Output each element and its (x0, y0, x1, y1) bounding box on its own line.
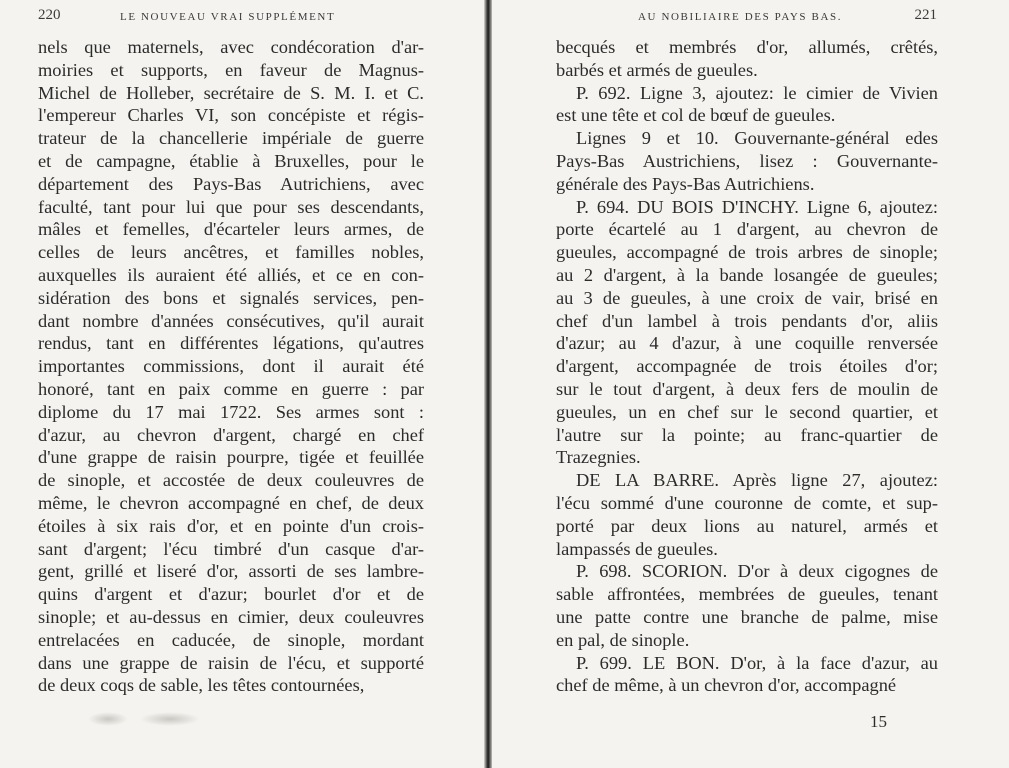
text-line: d'azur; au 4 d'azur, à une coquille renversée (556, 333, 938, 354)
text-line: diplome du 17 mai 1722. Ses armes sont : (38, 401, 424, 422)
text-line: honoré, tant en paix comme en guerre : par (38, 378, 424, 399)
text-line: même, le chevron accompagné en chef, de deux (38, 492, 424, 513)
text-line: P. 699. LE BON. D'or, à la face d'azur, au (576, 652, 938, 673)
text-line: au 3 de gueules, à une croix de vair, brisé en (556, 287, 938, 308)
right-page-number: 221 (914, 7, 937, 23)
text-line: porte écartelé au 1 d'argent, au chevron de (556, 219, 938, 240)
text-line: gueules, un en chef sur le second quartier, et (556, 401, 938, 422)
text-line: Trazegnies. (556, 447, 641, 468)
right-running-head: AU NOBILIAIRE DES PAYS BAS. (638, 11, 843, 23)
text-line: moiries et supports, en faveur de Magnus- (38, 59, 424, 80)
text-line: sant d'argent; l'écu timbré d'un casque d'ar- (38, 538, 424, 559)
text-line: de deux coqs de sable, les têtes contournées, (38, 675, 365, 696)
text-line: rendus, tant en différentes légations, qu'autres (38, 333, 424, 354)
left-page-header (0, 8, 486, 28)
signature-mark: 15 (870, 712, 887, 731)
text-line: sidération des bons et signalés services, pen- (38, 287, 424, 308)
text-line: l'écu sommé d'une couronne de comte, et sup- (556, 492, 938, 513)
text-line: sable affrontées, membrées de gueules, tenant (556, 584, 938, 605)
smudge-mark (88, 712, 128, 726)
text-line: DE LA BARRE. Après ligne 27, ajoutez: (576, 470, 938, 491)
text-line: étoiles à six rais d'or, et en pointe d'un crois- (38, 515, 424, 536)
text-line: en pal, de sinople. (556, 629, 690, 650)
text-line: entrelacées en caducée, de sinople, mordant (38, 629, 424, 650)
text-line: générale des Pays-Bas Autrichiens. (556, 173, 815, 194)
book-gutter (484, 0, 492, 768)
text-line: dans une grappe de raisin de l'écu, et supporté (38, 652, 424, 673)
text-line: gueules, accompagné de trois arbres de sinople; (556, 242, 938, 263)
text-line: porté par deux lions au naturel, armés et (556, 515, 938, 536)
right-page (494, 0, 1009, 768)
text-line: d'azur, au chevron d'argent, chargé en chef (38, 424, 424, 445)
smudge-mark (140, 712, 200, 726)
text-line: d'argent, accompagnée de trois étoiles d'or; (556, 356, 938, 377)
text-line: quins d'argent et d'azur; bourlet d'or et de (38, 584, 424, 605)
right-page-text (556, 36, 938, 697)
right-page-header (494, 8, 1009, 28)
text-line: sinople; et au-dessus en cimier, deux couleuvres (38, 606, 424, 627)
text-line: P. 692. Ligne 3, ajoutez: le cimier de Vivien (576, 82, 938, 103)
text-line: d'une grappe de raisin pourpre, tigée et feuillée (38, 447, 424, 468)
text-line: chef d'un lambel à trois pendants d'or, aliis (556, 310, 938, 331)
text-line: et de campagne, établie à Bruxelles, pour le (38, 150, 424, 171)
text-line: département des Pays-Bas Autrichiens, avec (38, 173, 424, 194)
text-line: P. 698. SCORION. D'or à deux cigognes de (576, 561, 938, 582)
text-line: nels que maternels, avec condécoration d'ar- (38, 37, 424, 57)
text-line: importantes commissions, dont il aurait été (38, 356, 424, 377)
text-line: sur le tout d'argent, à deux fers de moulin de (556, 378, 938, 399)
left-running-head: LE NOUVEAU VRAI SUPPLÉMENT (120, 11, 336, 23)
text-line: chef de même, à un chevron d'or, accompagné (556, 675, 897, 696)
text-line: une patte contre une branche de palme, mise (556, 606, 938, 627)
text-line: dant nombre d'années consécutives, qu'il aurait (38, 310, 424, 331)
text-line: de sinople, et accostée de deux couleuvres de (38, 470, 424, 491)
text-line: au 2 d'argent, à la bande losangée de gueules; (556, 264, 938, 285)
text-line: Lignes 9 et 10. Gouvernante-général edes (576, 128, 938, 149)
text-line: becqués et membrés d'or, allumés, crêtés, (556, 37, 938, 57)
text-line: gent, grillé et liseré d'or, assorti de ses lambre- (38, 561, 424, 582)
text-line: P. 694. DU BOIS D'INCHY. Ligne 6, ajoutez: (576, 196, 938, 217)
text-line: celles de leurs ancêtres, et familles nobles, (38, 242, 424, 263)
text-line: mâles et femelles, d'écarteler leurs armes, de (38, 219, 424, 240)
text-line: trateur de la chancellerie impériale de guerre (38, 128, 424, 149)
text-line: l'autre sur la pointe; au franc-quartier de (556, 424, 938, 445)
text-line: barbés et armés de gueules. (556, 59, 758, 80)
text-line: auxquelles ils auraient été alliés, et ce en con- (38, 264, 424, 285)
text-line: Michel de Holleber, secrétaire de S. M. I. et C. (38, 82, 424, 103)
text-line: est une tête et col de bœuf de gueules. (556, 105, 836, 126)
text-line: lampassés de gueules. (556, 538, 718, 559)
text-line: faculté, tant pour lui que pour ses descendants, (38, 196, 424, 217)
text-line: Pays-Bas Austrichiens, lisez : Gouvernante- (556, 150, 938, 171)
text-line: l'empereur Charles VI, son concépiste et régis- (38, 105, 424, 126)
left-page (0, 0, 486, 768)
left-page-text (38, 36, 424, 697)
left-page-number: 220 (38, 7, 61, 23)
